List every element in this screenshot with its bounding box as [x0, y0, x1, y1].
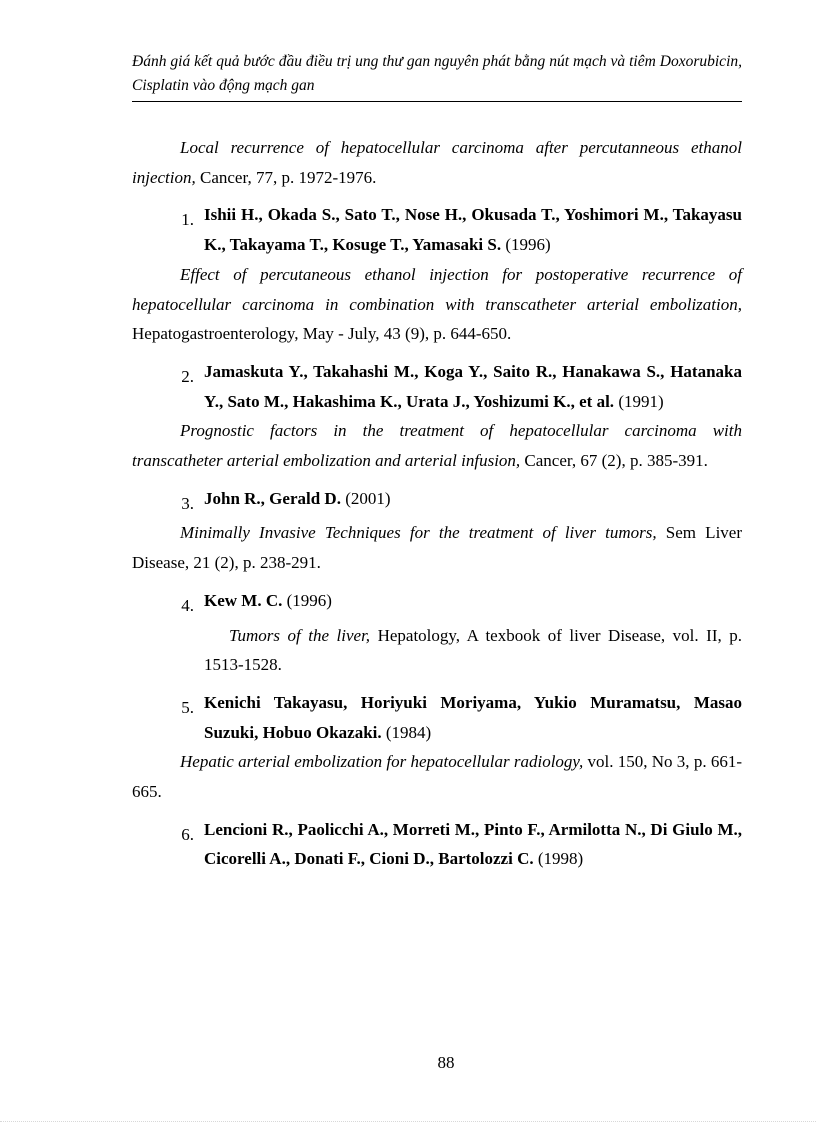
reference-number: 4. [181, 595, 194, 615]
reference-item [132, 586, 742, 621]
reference-detail [132, 747, 742, 806]
reference-title: Local recurrence of hepatocellular carcinoma after percutanneous ethanol injection, [132, 138, 742, 187]
running-header: Đánh giá kết quả bước đầu điều trị ung thư gan nguyên phát bằng nút mạch và tiêm Doxorubicin, Cisplatin vào động mạch gan [132, 53, 742, 94]
reference-year: (1996) [501, 235, 551, 255]
reference-title: Tumors of the liver, [229, 625, 371, 645]
reference-authors: Kew M. C. [204, 590, 283, 610]
reference-source: Sem Liver Disease, 21 (2), p. 238-291. [132, 523, 742, 573]
page-bottom-border [0, 1121, 816, 1122]
reference-authors: Lencioni R., Paolicchi A., Morreti M., Pinto F., Armilotta N., Di Giulo M., Cicorelli A., Donati F., Cioni D., Bartolozzi C. [204, 819, 742, 869]
reference-item [132, 815, 742, 874]
reference-item [132, 688, 742, 747]
reference-authors: Kenichi Takayasu, Horiyuki Moriyama, Yukio Muramatsu, Masao Suzuki, Hobuo Okazaki. [204, 692, 742, 742]
reference-detail [132, 416, 742, 475]
reference-title: Minimally Invasive Techniques for the treatment of liver tumors, [180, 523, 657, 543]
reference-title: Hepatic arterial embolization for hepatocellular radiology, [180, 752, 584, 772]
reference-title: Effect of percutaneous ethanol injection for postoperative recurrence of hepatocellular carcinoma in combination with transcatheter arterial embolization, [132, 264, 742, 314]
reference-source: Cancer, 77, p. 1972-1976. [195, 167, 377, 187]
reference-detail [132, 518, 742, 577]
reference-authors: Jamaskuta Y., Takahashi M., Koga Y., Saito R., Hanakawa S., Hatanaka Y., Sato M., Hakashima K., Urata J., Yoshizumi K., et al. [204, 361, 742, 411]
reference-authors: John R., Gerald D. [204, 488, 341, 508]
reference-source: Hepatology, A texbook of liver Disease, vol. II, p. 1513-1528. [204, 625, 742, 675]
reference-list [132, 133, 742, 874]
header-divider [132, 101, 742, 102]
reference-number: 5. [181, 697, 194, 717]
reference-item [132, 200, 742, 259]
reference-year: (1984) [381, 722, 432, 742]
reference-number: 3. [181, 493, 194, 513]
reference-detail [132, 621, 742, 680]
page-number: 88 [437, 1053, 455, 1072]
reference-title: Prognostic factors in the treatment of hepatocellular carcinoma with transcatheter arterial embolization and arterial infusion, [132, 421, 742, 471]
reference-source: Cancer, 67 (2), p. 385-391. [520, 451, 708, 471]
reference-year: (2001) [340, 488, 391, 508]
reference-item [132, 357, 742, 416]
reference-number: 1. [181, 210, 194, 230]
reference-year: (1996) [282, 590, 332, 610]
reference-year: (1998) [533, 849, 584, 869]
reference-authors: Ishii H., Okada S., Sato T., Nose H., Okusada T., Yoshimori M., Takayasu K., Takayama T., Kosuge T., Yamasaki S. [204, 205, 742, 255]
reference-number: 6. [181, 824, 194, 844]
reference-year: (1991) [614, 391, 664, 411]
reference-source: vol. 150, No 3, p. 661-665. [132, 752, 742, 802]
reference-number: 2. [181, 366, 194, 386]
reference-item [132, 484, 742, 519]
reference-source: Hepatogastroenterology, May - July, 43 (9), p. 644-650. [132, 324, 512, 344]
reference-continuation [132, 133, 742, 192]
reference-detail [132, 260, 742, 349]
